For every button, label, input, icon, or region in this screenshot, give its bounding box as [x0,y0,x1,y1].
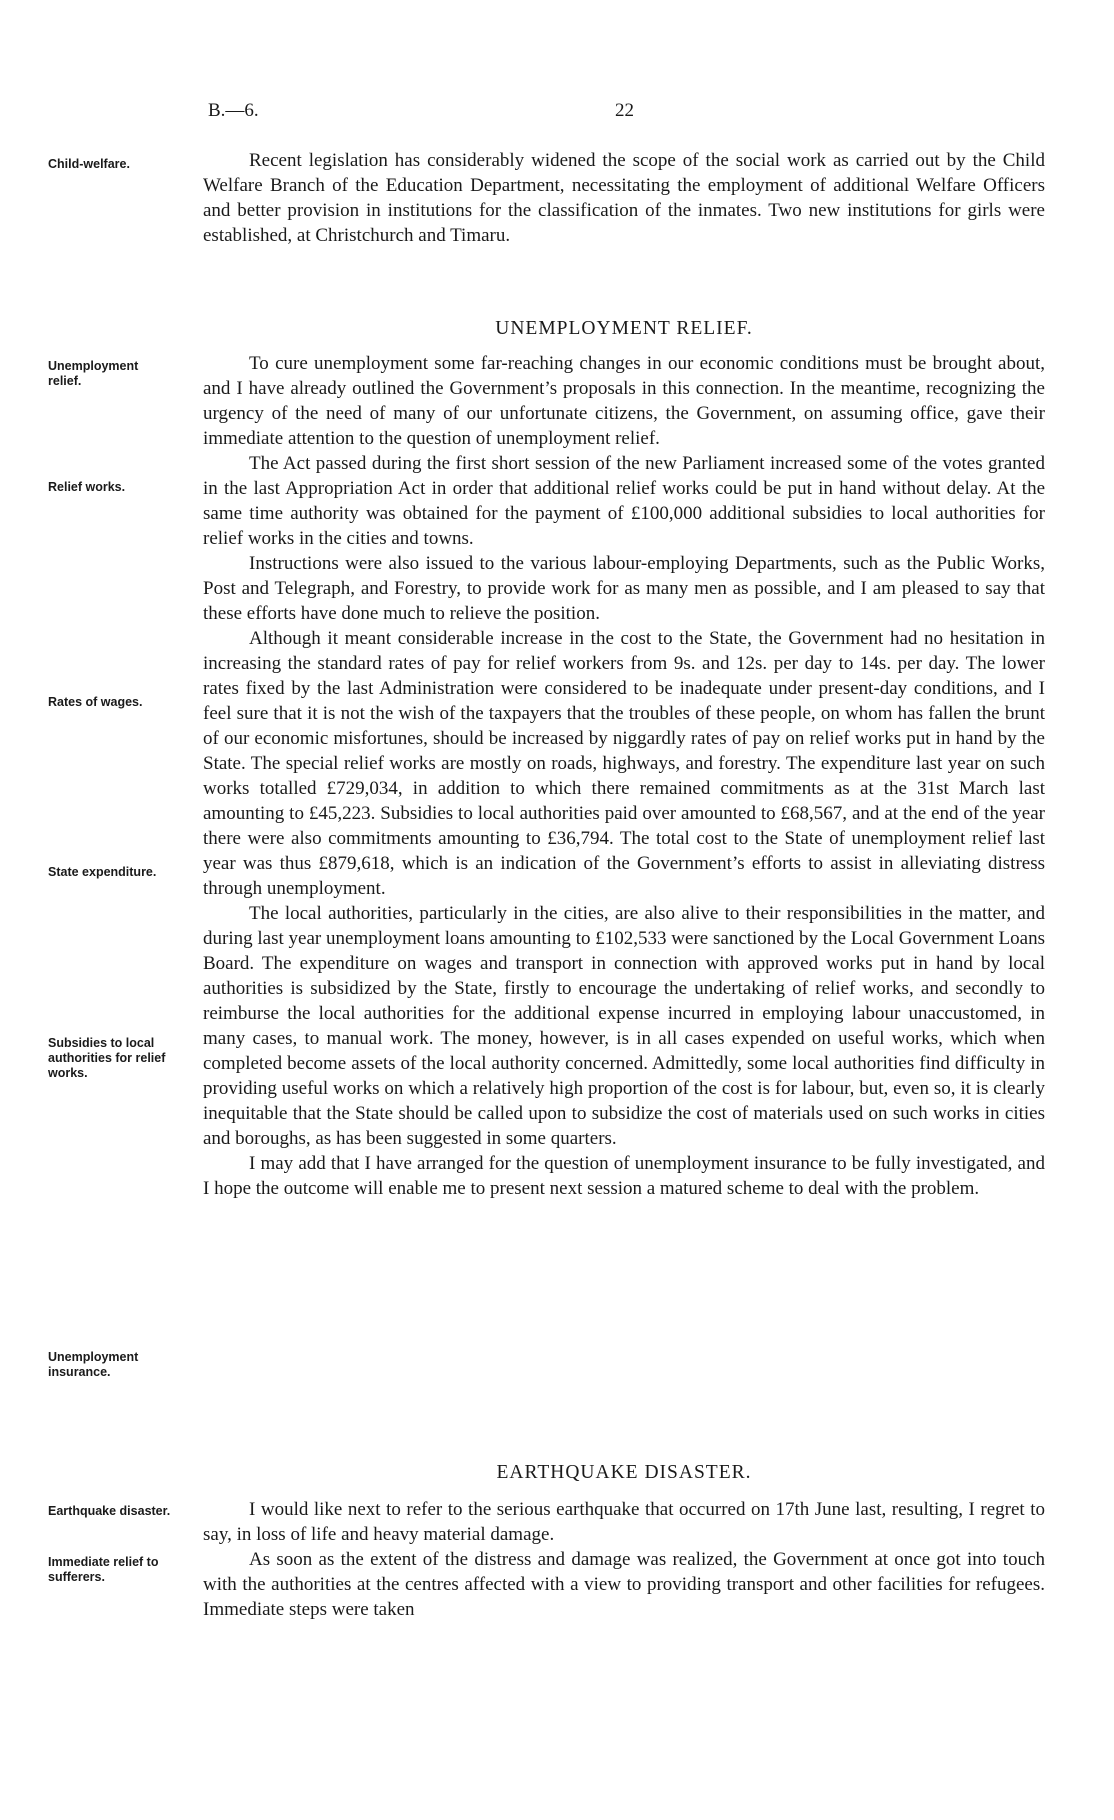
paragraph: I may add that I have arranged for the question of unemployment insurance to be fully investigated, and I hope the outcome will enable me to present next session a matured scheme to deal with the problem. [203,1153,1045,1199]
sidenote-unemployment-insurance: Unemployment insurance. [48,1350,139,1379]
paragraph: Recent legislation has considerably widened the scope of the social work as carried out by the Child Welfare Branch of the Education Department, necessitating the employment of additional Welfare Officers and better provision in institutions for the classification of the inmates. Two new institutions for girls were established, at Christchurch and Timaru. [203,150,1045,246]
sidenote-rates-of-wages: Rates of wages. [48,695,143,709]
sidenote-immediate-relief: Immediate relief to sufferers. [48,1555,159,1584]
paragraph: Although it meant considerable increase in the cost to the State, the Government had no hesitation in increasing the standard rates of pay for relief workers from 9s. and 12s. per day to 14s. per day. The lower rates fixed by the last Administration were considered to be inadequate under present-day conditions, and I feel sure that it is not the wish of the taxpayers that the troubles of these people, on whom has fallen the brunt of our economic misfortunes, should be increased by niggardly rates of pay on relief works put in hand by the State. The special relief works are mostly on roads, highways, and forestry. The expenditure last year on such works totalled £729,034, in addition to which there remained commitments as at the 31st March last amounting to £45,223. Subsidies to local authorities paid over amounted to £68,567, and at the end of the year there were also commitments amounting to £36,794. The total cost to the State of unemployment relief last year was thus £879,618, which is an indication of the Government’s efforts to assist in alleviating distress through unemployment. [203,628,1045,899]
unemployment-relief-section [203,351,1045,1201]
paragraph: To cure unemployment some far-reaching changes in our economic conditions must be brought about, and I have already outlined the Government’s proposals in this connection. In the meantime, recognizing the urgency of the need of many of our unfortunate citizens, the Government, on assuming office, gave their immediate attention to the question of unemployment relief. [203,353,1045,449]
unemployment-relief-heading: UNEMPLOYMENT RELIEF. [495,318,753,339]
paragraph: Instructions were also issued to the various labour-employing Departments, such as the Public Works, Post and Telegraph, and Forestry, to provide work for as many men as possible, and I am pleased to say that these efforts have done much to relieve the position. [203,553,1045,624]
document-code: B.—6. [208,100,259,121]
page-header [200,100,1040,126]
paragraph: I would like next to refer to the serious earthquake that occurred on 17th June last, resulting, I regret to say, in loss of life and heavy material damage. [203,1499,1045,1545]
sidenote-child-welfare: Child-welfare. [48,157,130,171]
sidenote-relief-works: Relief works. [48,480,126,494]
sidenote-unemployment-relief: Unemployment relief. [48,359,139,388]
sidenote-state-expenditure: State expenditure. [48,865,157,879]
paragraph: As soon as the extent of the distress and damage was realized, the Government at once got into touch with the authorities at the centres affected with a view to providing transport and other facilities for refugees. Immediate steps were taken [203,1549,1045,1620]
paragraph: The local authorities, particularly in the cities, are also alive to their responsibilities in the matter, and during last year unemployment loans amounting to £102,533 were sanctioned by the Local Government Loans Board. The expenditure on wages and transport in connection with approved works put in hand by local authorities is subsidized by the State, firstly to encourage the undertaking of relief works, and secondly to reimburse the local authorities for the additional expense incurred in employing labour unaccustomed, in many cases, to manual work. The money, however, is in all cases expended on useful works, which when completed become assets of the local authority concerned. Admittedly, some local authorities find difficulty in providing useful works on which a relatively high proportion of the cost is for labour, but, even so, it is clearly inequitable that the State should be called upon to subsidize the cost of materials used on such works in cities and boroughs, as has been suggested in some quarters. [203,903,1045,1149]
earthquake-disaster-section [203,1497,1045,1622]
paragraph: The Act passed during the first short session of the new Parliament increased some of the votes granted in the last Appropriation Act in order that additional relief works could be put in hand without delay. At the same time authority was obtained for the payment of £100,000 additional subsidies to local authorities for relief works in the cities and towns. [203,453,1045,549]
sidenote-earthquake-disaster: Earthquake disaster. [48,1504,171,1518]
page-number: 22 [615,100,634,121]
sidenote-subsidies: Subsidies to local authorities for relief works. [48,1036,166,1080]
child-welfare-section [203,148,1045,248]
earthquake-disaster-heading: EARTHQUAKE DISASTER. [496,1462,752,1483]
